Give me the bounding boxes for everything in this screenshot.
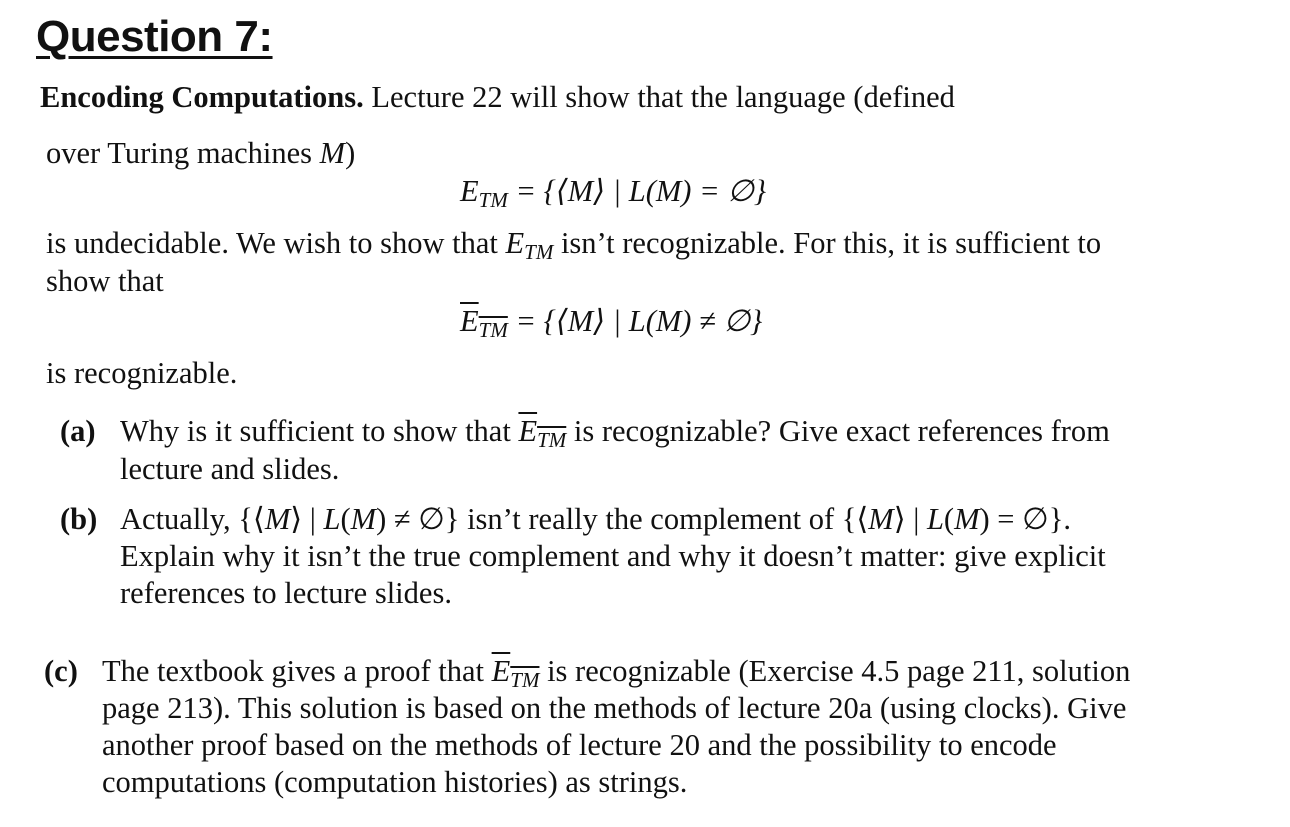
equation-etm-complement-text: $E_{TM}$ = {⟨M⟩ | L(M) ≠ ∅} <box>460 304 763 342</box>
part-c-line-2: page 213). This solution is based on the methods of lecture 20a (using clocks). Give <box>102 691 1127 725</box>
intro-line-1 <box>40 80 955 115</box>
intro-line-2 <box>46 136 355 171</box>
intro-line-5 <box>46 356 237 391</box>
intro-line-4-text: show that <box>46 264 164 298</box>
part-c-line-3: another proof based on the methods of lecture 20 and the possibility to encode <box>102 728 1057 762</box>
intro-line-3-text: is undecidable. We wish to show that $E_{TM}$ isn’t recognizable. For this, it is sufficient to <box>46 226 1102 264</box>
part-a-line-2: lecture and slides. <box>120 452 340 486</box>
equation-etm-complement <box>460 304 762 343</box>
part-b-line-2: Explain why it isn’t the true complement and why it doesn’t matter: give explicit <box>120 539 1106 573</box>
intro-line-1-rest: Lecture 22 will show that the language (defined <box>371 80 955 114</box>
intro-line-3 <box>46 226 1101 265</box>
part-b-line-1: Actually, {⟨M⟩ | L(M) ≠ ∅} isn’t really the complement of {⟨M⟩ | L(M) = ∅}. <box>120 502 1071 536</box>
part-c-line-1: The textbook gives a proof that $E_{TM}$ is recognizable (Exercise 4.5 page 211, solution <box>102 654 1131 692</box>
intro-line-5-text: is recognizable. <box>46 356 238 390</box>
section-heading: Encoding Computations. <box>40 80 364 114</box>
intro-line-2-text: over Turing machines M) <box>46 136 356 170</box>
part-c-line-4: computations (computation histories) as strings. <box>102 765 688 799</box>
equation-etm <box>460 174 766 213</box>
part-a-line-1: Why is it sufficient to show that $E_{TM}$ is recognizable? Give exact references from <box>120 414 1110 452</box>
intro-line-4 <box>46 264 164 299</box>
part-c-label: (c) <box>44 654 78 688</box>
question-title: Question 7: <box>36 12 273 61</box>
part-a-label: (a) <box>60 414 96 448</box>
equation-etm-text: $E_{TM}$ = {⟨M⟩ | L(M) = ∅} <box>460 174 767 212</box>
part-b-label: (b) <box>60 502 98 536</box>
part-b-line-3: references to lecture slides. <box>120 576 452 610</box>
